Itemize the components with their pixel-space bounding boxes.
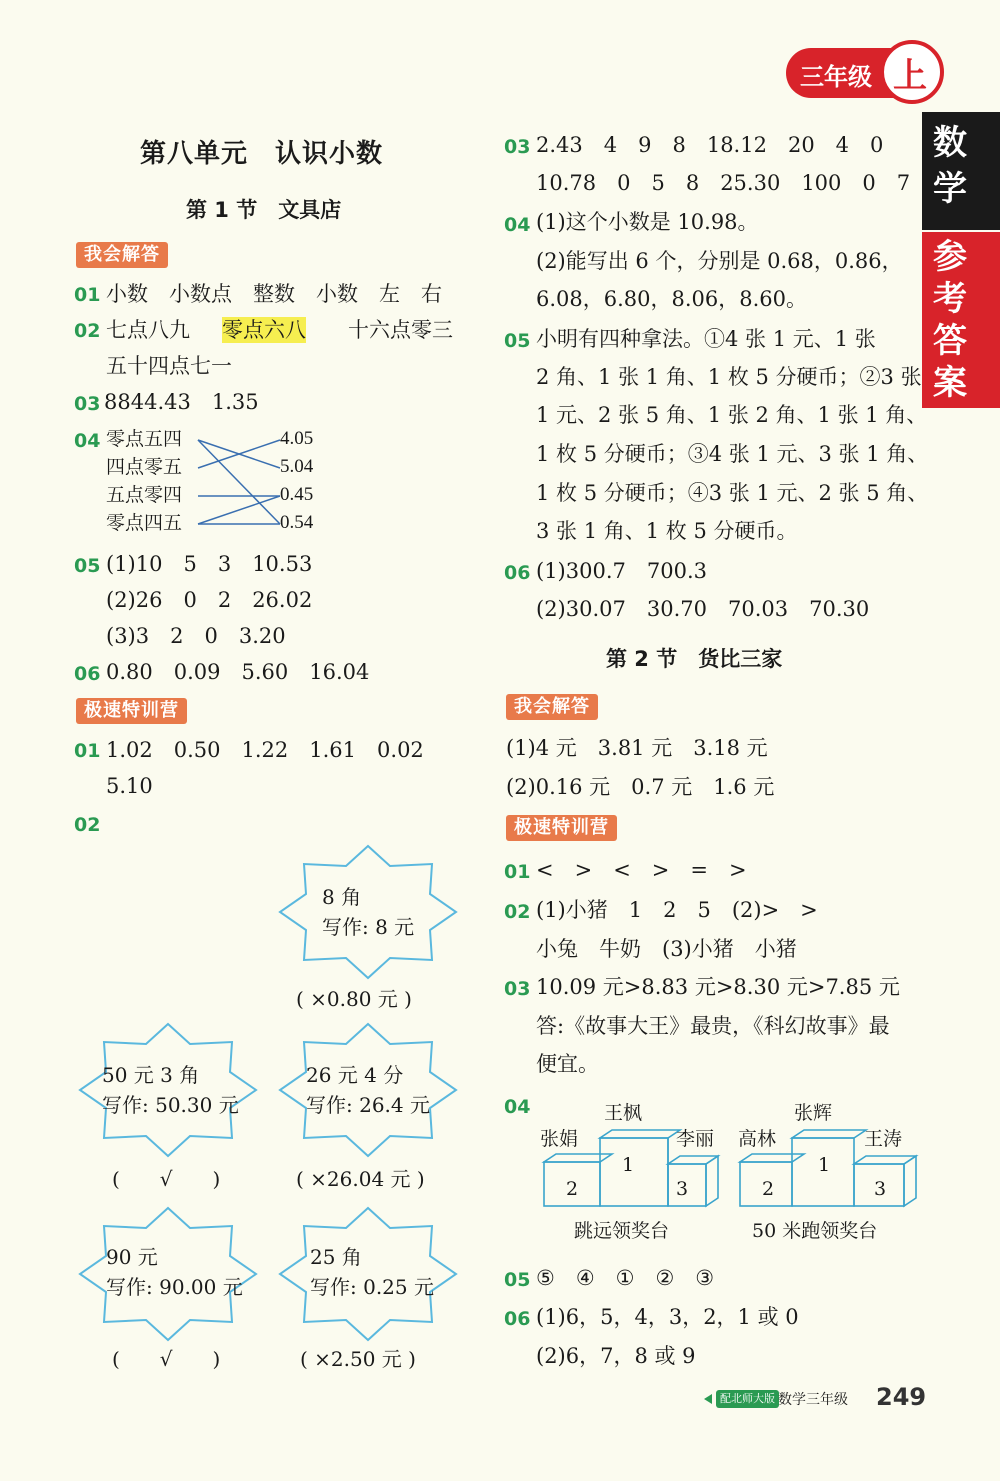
answer-text: 小数 小数点 整数 小数 左 右 (106, 282, 442, 306)
answer-text: 小兔 牛奶 (3)小猪 小猪 (536, 937, 797, 961)
star-line-1: 90 元 (106, 1245, 158, 1269)
answer-text: 七点八九 (106, 318, 190, 342)
podium-first-name: 王枫 (604, 1102, 643, 1124)
podium-rank: 1 (622, 1154, 635, 1176)
star-card (76, 1020, 260, 1160)
question-number: 02 (74, 814, 101, 836)
question-number: 03 (504, 978, 531, 1000)
answer-text: (1)300.7 700.3 (536, 559, 707, 583)
question-number: 04 (74, 430, 101, 452)
answer-text: 0.80 0.09 5.60 16.04 (106, 660, 370, 684)
star-line-2: 写作: 26.4 元 (306, 1093, 430, 1117)
answer-text: (1)小猪 1 2 5 (2)> > (536, 898, 818, 922)
answer-text: 1 元、2 张 5 角、1 张 2 角、1 张 1 角、 (536, 403, 928, 427)
grade-label: 三年级 (800, 63, 872, 91)
star-line-1: 26 元 4 分 (306, 1063, 404, 1087)
answer-text: (1)6，5，4，3，2，1 或 0 (536, 1305, 799, 1329)
tag-i-can-answer: 我会解答 (506, 694, 598, 720)
answer-text: ⑤ ④ ① ② ③ (536, 1266, 715, 1290)
star-line-1: 8 角 (322, 885, 362, 909)
question-number: 01 (74, 740, 101, 762)
podium-caption: 跳远领奖台 (574, 1220, 670, 1242)
tag-i-can-answer: 我会解答 (76, 242, 168, 268)
question-number: 05 (504, 1269, 531, 1291)
question-number: 01 (74, 284, 101, 306)
answer-text: < > < > = > (536, 858, 747, 882)
question-number: 02 (504, 901, 531, 923)
star-line-2: 写作: 8 元 (322, 915, 415, 939)
star-card (276, 842, 460, 982)
answer-text: 10.78 0 5 8 25.30 100 0 7 (536, 171, 911, 195)
answer-text: 答:《故事大王》最贵，《科幻故事》最 (536, 1014, 890, 1038)
match-right-item: 5.04 (280, 456, 314, 477)
podium-rank: 2 (762, 1178, 775, 1200)
answer-text: (2)6，7，8 或 9 (536, 1344, 696, 1368)
answer-text: 2.43 4 9 8 18.12 20 4 0 (536, 133, 884, 157)
term-label: 上 (893, 56, 927, 96)
question-number: 04 (504, 1096, 531, 1118)
answer-text: 8844.43 1.35 (104, 390, 259, 414)
question-number: 05 (504, 330, 531, 352)
unit-title: 第八单元 认识小数 (140, 139, 384, 169)
question-number: 06 (74, 663, 101, 685)
star-card (76, 1204, 260, 1344)
answer-text: (2)0.16 元 0.7 元 1.6 元 (506, 775, 775, 799)
match-left-item: 四点零五 (106, 456, 183, 478)
star-mark: ( ×26.04 元 ) (296, 1167, 425, 1191)
highlighted-answer: 零点六八 (222, 318, 306, 342)
match-left-item: 五点零四 (106, 484, 183, 506)
star-mark: ( √ ) (112, 1167, 221, 1191)
question-number: 06 (504, 1308, 531, 1330)
answer-text: (2)能写出 6 个，分别是 0.68，0.86， (536, 249, 903, 273)
question-number: 06 (504, 562, 531, 584)
question-number: 05 (74, 555, 101, 577)
star-line-1: 25 角 (310, 1245, 362, 1269)
star-card (276, 1020, 460, 1160)
star-mark: ( √ ) (112, 1347, 221, 1371)
answer-text: (2)30.07 30.70 70.03 70.30 (536, 597, 870, 621)
footer-arrow-icon (704, 1394, 712, 1404)
podium-rank: 1 (818, 1154, 831, 1176)
answer-text: (1)4 元 3.81 元 3.18 元 (506, 736, 768, 760)
answer-text: 6.08，6.80，8.06，8.60。 (536, 287, 808, 311)
match-right-item: 0.45 (280, 484, 314, 505)
star-line-1: 50 元 3 角 (102, 1063, 200, 1087)
answer-text: 5.10 (106, 774, 153, 798)
footer-tag: 配北师大版 (716, 1390, 779, 1408)
star-line-2: 写作: 50.30 元 (102, 1093, 239, 1117)
answer-text: 小明有四种拿法。①4 张 1 元、1 张 (536, 327, 876, 351)
answer-text: 1.02 0.50 1.22 1.61 0.02 (106, 738, 424, 762)
podium-caption: 50 米跑领奖台 (752, 1220, 878, 1242)
podium-rank: 3 (874, 1178, 887, 1200)
footer-subject: 数学三年级 (778, 1392, 848, 1408)
podium-rank: 2 (566, 1178, 579, 1200)
answer-text: (1)10 5 3 10.53 (106, 552, 313, 576)
answer-text: 五十四点七一 (106, 354, 232, 378)
match-left-item: 零点五四 (106, 428, 183, 450)
subject-label: 数学 (933, 123, 967, 209)
question-number: 02 (74, 320, 101, 342)
match-lines (106, 426, 336, 538)
match-right-item: 0.54 (280, 512, 314, 533)
match-right-item: 4.05 (280, 428, 314, 449)
star-line-2: 写作: 0.25 元 (310, 1275, 434, 1299)
answer-label: 参考答案 (933, 237, 967, 403)
tag-speed-training: 极速特训营 (506, 815, 617, 841)
podium-50m-run (732, 1096, 922, 1246)
podium-second-name: 高林 (738, 1128, 777, 1150)
podium-first-name: 张辉 (794, 1102, 833, 1124)
podium-long-jump (534, 1096, 724, 1246)
star-mark: ( ×2.50 元 ) (300, 1347, 416, 1371)
answer-text: (3)3 2 0 3.20 (106, 624, 286, 648)
podium-rank: 3 (676, 1178, 689, 1200)
podium-third-name: 李丽 (676, 1128, 715, 1150)
section-2-title: 第 2 节 货比三家 (606, 647, 783, 671)
answer-text: 便宜。 (536, 1052, 599, 1076)
question-number: 03 (74, 393, 101, 415)
answer-text: (2)26 0 2 26.02 (106, 588, 313, 612)
podium-second-name: 张娟 (540, 1128, 579, 1150)
star-mark: ( ×0.80 元 ) (296, 987, 412, 1011)
answer-text: 3 张 1 角、1 枚 5 分硬币。 (536, 519, 798, 543)
matching-exercise (106, 426, 336, 538)
match-left-item: 零点四五 (106, 512, 183, 534)
question-number: 03 (504, 136, 531, 158)
answer-text: 10.09 元>8.83 元>8.30 元>7.85 元 (536, 975, 900, 999)
answer-text: 1 枚 5 分硬币；③4 张 1 元、3 张 1 角、 (536, 442, 929, 466)
answer-text: 2 角、1 张 1 角、1 枚 5 分硬币；②3 张 (536, 365, 922, 389)
page-number: 249 (876, 1383, 927, 1411)
section-1-title: 第 1 节 文具店 (186, 198, 342, 222)
answer-text: 十六点零三 (348, 318, 453, 342)
star-card (276, 1204, 460, 1344)
answer-text: (1)这个小数是 10.98。 (536, 210, 759, 234)
star-line-2: 写作: 90.00 元 (106, 1275, 243, 1299)
answer-text: 1 枚 5 分硬币；④3 张 1 元、2 张 5 角、 (536, 481, 929, 505)
question-number: 04 (504, 214, 531, 236)
tag-speed-training: 极速特训营 (76, 698, 187, 724)
podium-third-name: 王涛 (864, 1128, 903, 1150)
question-number: 01 (504, 861, 531, 883)
